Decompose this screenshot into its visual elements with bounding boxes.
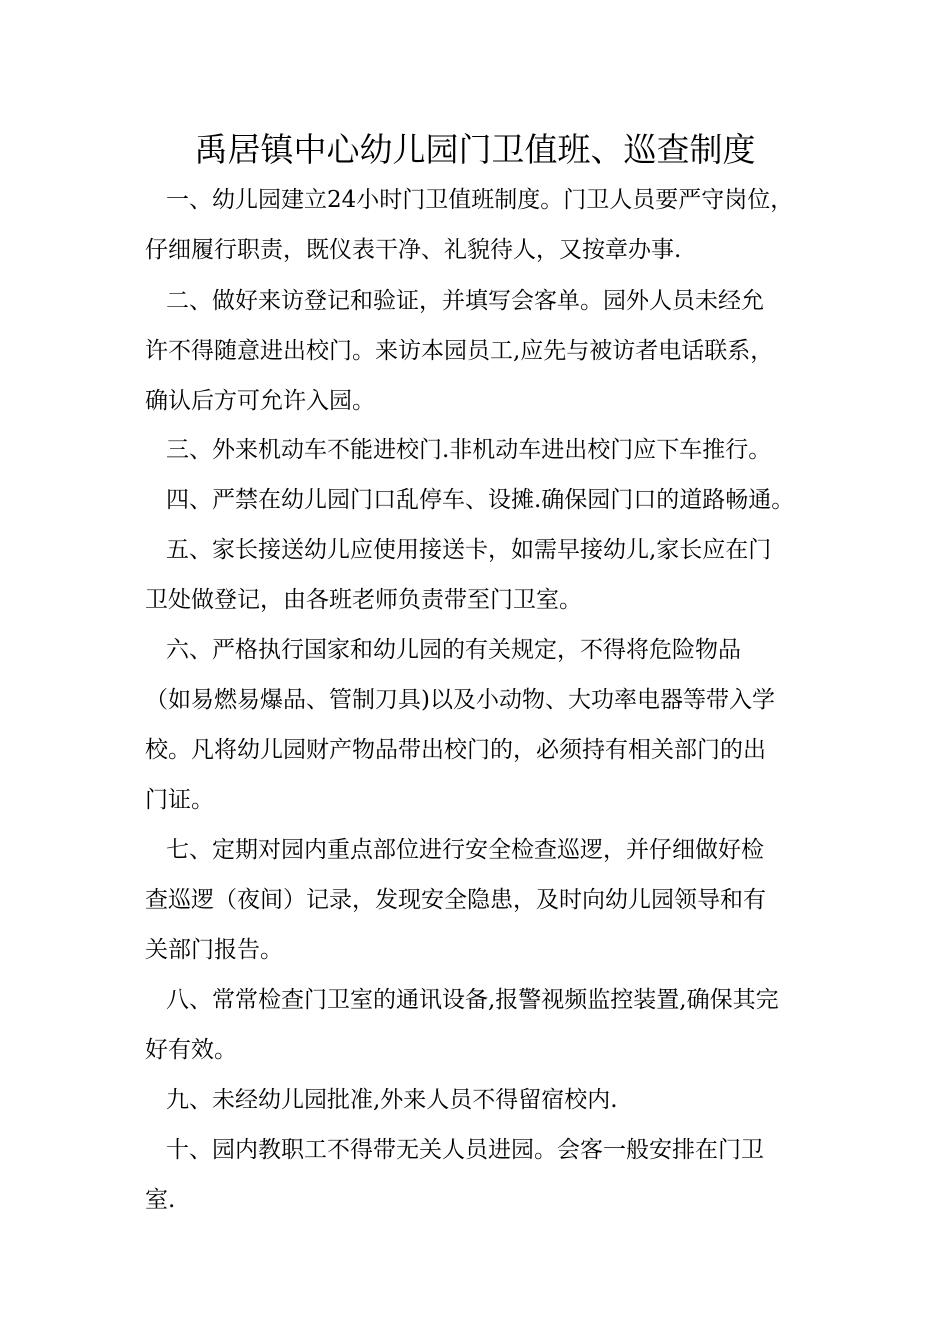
rule-2-line-2: 许不得随意进出校门。来访本园员工,应先与被访者电话联系， (145, 338, 774, 364)
rule-5-line-2: 卫处做登记，由各班老师负责带至门卫室。 (145, 587, 582, 613)
rule-6-line-4: 门证。 (145, 787, 214, 813)
rule-7-line-2: 查巡逻（夜间）记录，发现安全隐患，及时向幼儿园领导和有 (145, 887, 766, 913)
rule-5-line-1: 五、家长接送幼儿应使用接送卡，如需早接幼儿,家长应在门 (166, 537, 772, 563)
rule-8-line-1: 八、常常检查门卫室的通讯设备,报警视频监控装置,确保其完 (166, 987, 779, 1013)
rule-7-line-3: 关部门报告。 (145, 937, 283, 963)
rule-1-line-1: 一、幼儿园建立24小时门卫值班制度。门卫人员要严守岗位， (166, 187, 794, 213)
rule-2-line-3: 确认后方可允许入园。 (145, 388, 375, 414)
rule-4-line-1: 四、严禁在幼儿园门口乱停车、设摊.确保园门口的道路畅通。 (166, 487, 795, 513)
rule-10-line-2: 室. (145, 1187, 176, 1213)
rule-6-line-3: 校。凡将幼儿园财产物品带出校门的，必须持有相关部门的出 (145, 737, 766, 763)
rule-6-line-1: 六、严格执行国家和幼儿园的有关规定，不得将危险物品 (166, 637, 741, 663)
rule-8-line-2: 好有效。 (145, 1037, 237, 1063)
rule-1-line-2: 仔细履行职责，既仪表干净、礼貌待人，又按章办事. (145, 237, 682, 263)
rule-10-line-1: 十、园内教职工不得带无关人员进园。会客一般安排在门卫 (166, 1137, 764, 1163)
rule-6-line-2: （如易燃易爆品、管制刀具)以及小动物、大功率电器等带入学 (145, 687, 775, 713)
rule-2-line-1: 二、做好来访登记和验证，并填写会客单。园外人员未经允 (166, 288, 764, 314)
rule-7-line-1: 七、定期对园内重点部位进行安全检查巡逻，并仔细做好检 (166, 837, 764, 863)
document-title: 禹居镇中心幼儿园门卫值班、巡查制度 (194, 130, 756, 169)
rule-3-line-1: 三、外来机动车不能进校门.非机动车进出校门应下车推行。 (166, 437, 772, 463)
rule-9-line-1: 九、未经幼儿园批准,外来人员不得留宿校内. (166, 1087, 618, 1113)
